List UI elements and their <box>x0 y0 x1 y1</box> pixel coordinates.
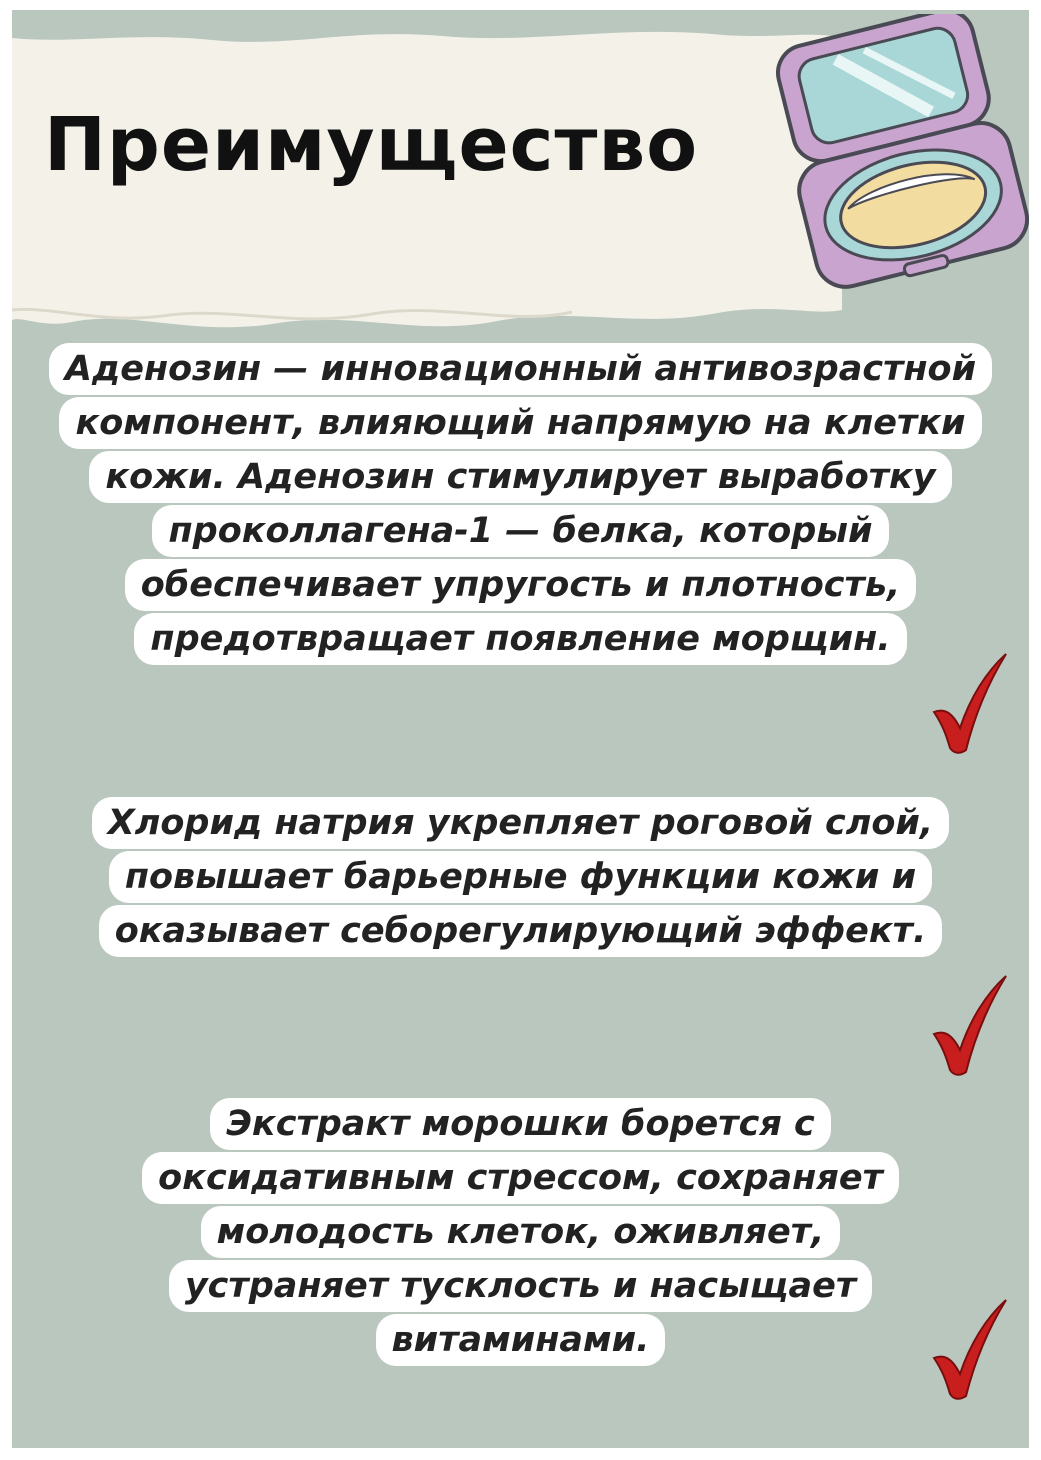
red-checkmark-icon <box>930 1296 1010 1406</box>
text-line: устраняет тусклость и насыщает <box>169 1260 872 1312</box>
text-line: оксидативным стрессом, сохраняет <box>142 1152 899 1204</box>
text-line: витаминами. <box>376 1314 666 1366</box>
adenosine-block <box>12 343 1029 667</box>
text-line: предотвращает появление морщин. <box>134 613 906 665</box>
text-line: оказывает себорегулирующий эффект. <box>99 905 943 957</box>
text-line: повышает барьерные функции кожи и <box>109 851 932 903</box>
sodium-chloride-block <box>12 797 1029 959</box>
text-line: молодость клеток, оживляет, <box>201 1206 841 1258</box>
text-line: Аденозин — инновационный антивозрастной <box>49 343 992 395</box>
red-checkmark-icon <box>930 650 1010 760</box>
infographic-card <box>12 10 1029 1448</box>
text-line: Хлорид натрия укрепляет роговой слой, <box>92 797 949 849</box>
text-line: кожи. Аденозин стимулирует выработку <box>89 451 951 503</box>
cloudberry-block <box>12 1098 1029 1368</box>
page-title: Преимущество <box>44 102 699 188</box>
text-line: проколлагена-1 — белка, который <box>152 505 888 557</box>
text-line: обеспечивает упругость и плотность, <box>125 559 917 611</box>
text-line: Экстракт морошки борется с <box>210 1098 830 1150</box>
powder-compact-icon <box>740 14 1029 304</box>
red-checkmark-icon <box>930 972 1010 1082</box>
text-line: компонент, влияющий напрямую на клетки <box>59 397 981 449</box>
